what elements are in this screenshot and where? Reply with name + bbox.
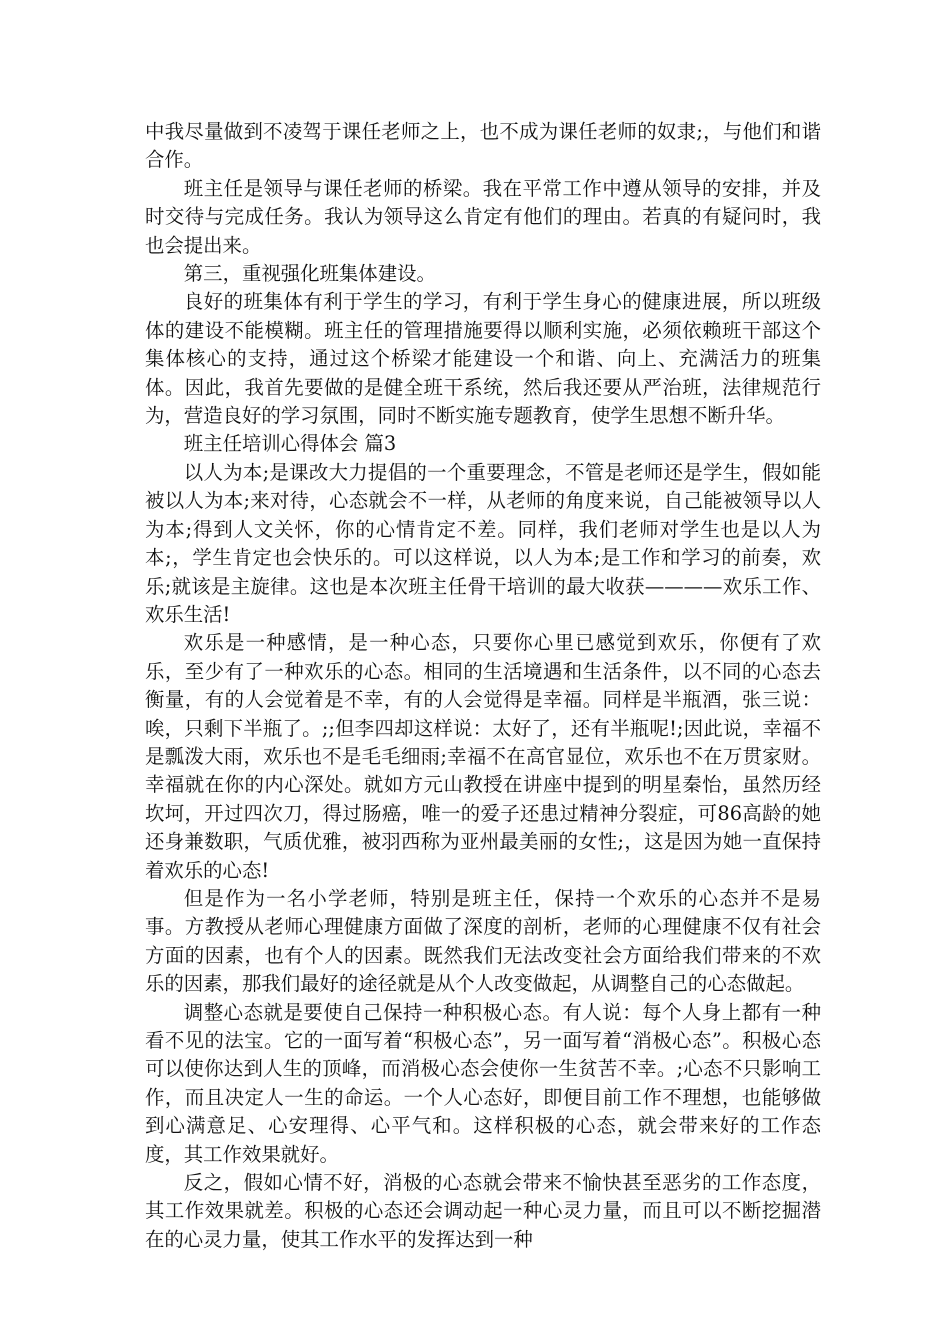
paragraph-4: 良好的班集体有利于学生的学习，有利于学生身心的健康进展，所以班级体的建设不能模糊。班主任的管理措施要得以顺利实施，必须依赖班干部这个集体核心的支持，通过这个桥梁才能建设一个和谐、向上、充满活力的班集体。因此，我首先要做的是健全班干系统，然后我还要从严治班，法律规范行为，营造良好的学习氛围，同时不断实施专题教育，使学生思想不断升华。	[145, 290, 821, 428]
paragraph-8: 但是作为一名小学老师，特别是班主任，保持一个欢乐的心态并不是易事。方教授从老师心理健康方面做了深度的剖析，老师的心理健康不仅有社会方面的因素，也有个人的因素。既然我们无法改变社会方面给我们带来的不欢乐的因素，那我们最好的途径就是从个人改变做起，从调整自己的心态做起。	[145, 886, 821, 996]
paragraph-2: 班主任是领导与课任老师的桥梁。我在平常工作中遵从领导的安排，并及时交待与完成任务。我认为领导这么肯定有他们的理由。若真的有疑问时，我也会提出来。	[145, 176, 821, 257]
paragraph-9: 调整心态就是要使自己保持一种积极心态。有人说：每个人身上都有一种看不见的法宝。它的一面写着“积极心态”，另一面写着“消极心态”。积极心态可以使你达到人生的顶峰，而消极心态会使你一生贫苦不幸。;心态不只影响工作，而且决定人一生的命运。一个人心态好，即便目前工作不理想，也能够做到心满意足、心安理得、心平气和。这样积极的心态，就会带来好的工作态度，其工作效果就好。	[145, 1000, 821, 1166]
paragraph-1: 中我尽量做到不凌驾于课任老师之上，也不成为课任老师的奴隶;，与他们和谐合作。	[145, 120, 821, 172]
article-heading-part-3: 班主任培训心得体会 篇3	[183, 432, 397, 456]
paragraph-7: 欢乐是一种感情，是一种心态，只要你心里已感觉到欢乐，你便有了欢乐，至少有了一种欢乐的心态。相同的生活境遇和生活条件，以不同的心态去衡量，有的人会觉着是不幸，有的人会觉得是幸福。同样是半瓶酒，张三说：唉，只剩下半瓶了。;;但李四却这样说：太好了，还有半瓶呢!;因此说，幸福不是瓢泼大雨，欢乐也不是毛毛细雨;幸福不在高官显位，欢乐也不在万贯家财。幸福就在你的内心深处。就如方元山教授在讲座中提到的明星秦怡，虽然历经坎坷，开过四次刀，得过肠癌，唯一的爱子还患过精神分裂症，可86高龄的她还身兼数职，气质优雅，被羽西称为亚州最美丽的女性;，这是因为她一直保持着欢乐的心态!	[145, 631, 821, 882]
paragraph-6: 以人为本;是课改大力提倡的一个重要理念，不管是老师还是学生，假如能被以人为本;来对待，心态就会不一样，从老师的角度来说，自己能被领导以人为本;得到人文关怀，你的心情肯定不差。同样，我们老师对学生也是以人为本;，学生肯定也会快乐的。可以这样说，以人为本;是工作和学习的前奏，欢乐;就该是主旋律。这也是本次班主任骨干培训的最大收获————欢乐工作、欢乐生活!	[145, 460, 821, 626]
document-page	[145, 118, 821, 1254]
paragraph-10: 反之，假如心情不好，消极的心态就会带来不愉快甚至恶劣的工作态度，其工作效果就差。积极的心态还会调动起一种心灵力量，而且可以不断挖掘潜在的心灵力量，使其工作水平的发挥达到一种	[145, 1171, 821, 1251]
section-heading-third: 第三，重视强化班集体建设。	[183, 262, 436, 286]
